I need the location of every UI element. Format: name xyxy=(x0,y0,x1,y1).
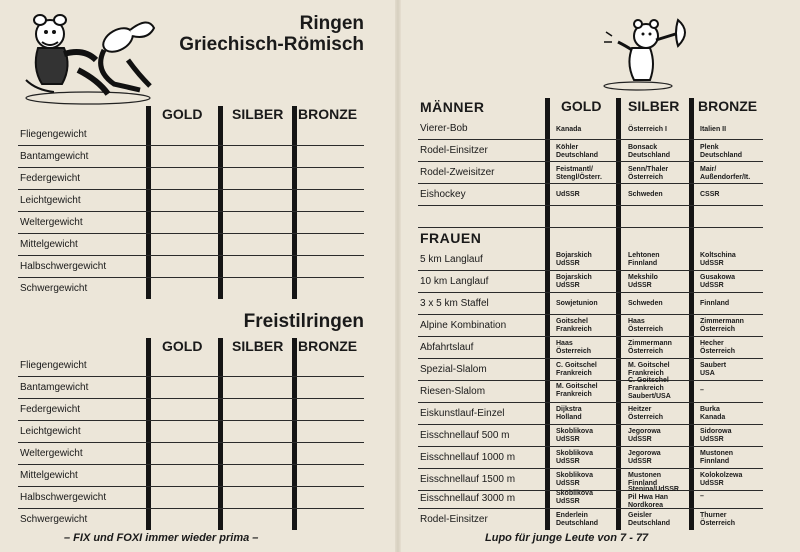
table-row xyxy=(418,205,763,228)
wrestling-gr-title-line1: Ringen xyxy=(299,13,364,34)
gold-column-header: GOLD xyxy=(162,338,203,354)
gold-winner: Skoblikova UdSSR xyxy=(556,472,593,487)
gold-winner: Skoblikova UdSSR xyxy=(556,490,593,505)
table-row xyxy=(418,117,763,140)
weight-class-label: Bantamgewicht xyxy=(20,151,89,162)
wrestling-gr-title xyxy=(150,13,364,55)
event-label: Vierer-Bob xyxy=(420,123,468,134)
gold-winner: Dijkstra Holland xyxy=(556,406,582,421)
silver-winner: C. Goitschel Frankreich Saubert/USA xyxy=(628,377,671,400)
silver-winner: Österreich I xyxy=(628,126,667,133)
silver-column-header: SILBER xyxy=(628,98,680,114)
bronze-winner: Hecher Österreich xyxy=(700,340,736,355)
event-label: Abfahrtslauf xyxy=(420,342,474,353)
table-row xyxy=(418,486,763,509)
weight-class-label: Federgewicht xyxy=(20,173,81,184)
bronze-winner: Kolokolzewa UdSSR xyxy=(700,472,743,487)
bronze-winner: Gusakowa UdSSR xyxy=(700,274,736,289)
event-label: Eisschnellauf 1000 m xyxy=(420,452,516,463)
event-label: Eisschnellauf 1500 m xyxy=(420,474,516,485)
silver-winner: Zimmermann Österreich xyxy=(628,340,672,355)
bronze-column-header: BRONZE xyxy=(298,338,358,354)
table-row xyxy=(418,377,763,403)
weight-class-label: Bantamgewicht xyxy=(20,382,89,393)
right-footer-slogan: Lupo für junge Leute von 7 - 77 xyxy=(485,532,649,544)
weight-class-label: Mittelgewicht xyxy=(20,470,78,481)
bronze-winner: Plenk Deutschland xyxy=(700,144,743,159)
bronze-winner: Burka Kanada xyxy=(700,406,726,421)
bronze-winner: Mustonen Finnland xyxy=(700,450,734,465)
gold-winner: M. Goitschel Frankreich xyxy=(556,383,598,398)
men-section-title: MÄNNER xyxy=(420,99,485,115)
table-row xyxy=(418,292,763,315)
table-row xyxy=(418,424,763,447)
weight-class-label: Weltergewicht xyxy=(20,217,83,228)
silver-winner: Mekshilo UdSSR xyxy=(628,274,658,289)
table-row xyxy=(18,145,364,168)
gold-winner: C. Goitschel Frankreich xyxy=(556,362,597,377)
table-row xyxy=(418,161,763,184)
weight-class-label: Schwergewicht xyxy=(20,514,88,525)
silver-winner: Heitzer Österreich xyxy=(628,406,664,421)
table-row xyxy=(18,398,364,421)
event-label: Eisschnellauf 3000 m xyxy=(420,493,516,504)
bronze-winner: Mair/ Außendorfer/It. xyxy=(700,166,751,181)
bronze-winner: Saubert USA xyxy=(700,362,727,377)
weight-class-label: Fliegengewicht xyxy=(20,360,87,371)
event-label: Rodel-Einsitzer xyxy=(420,514,488,525)
gold-winner: Skoblikova UdSSR xyxy=(556,428,593,443)
bronze-column-header: BRONZE xyxy=(298,106,358,122)
event-label: Spezial-Slalom xyxy=(420,364,487,375)
wrestling-gr-title-line2: Griechisch-Römisch xyxy=(179,34,364,55)
event-label: 3 x 5 km Staffel xyxy=(420,298,489,309)
table-row xyxy=(18,255,364,278)
bronze-winner: CSSR xyxy=(700,191,720,198)
silver-winner: Senn/Thaler Österreich xyxy=(628,166,669,181)
gold-column-header: GOLD xyxy=(162,106,203,122)
table-row xyxy=(418,248,763,271)
gold-winner: Enderlein Deutschland xyxy=(556,512,599,527)
weight-class-label: Schwergewicht xyxy=(20,283,88,294)
silver-winner: Lehtonen Finnland xyxy=(628,252,660,267)
left-footer-slogan: – FIX und FOXI immer wieder prima – xyxy=(64,532,259,544)
bronze-winner: Koltschina UdSSR xyxy=(700,252,736,267)
weight-class-label: Leichtgewicht xyxy=(20,195,81,206)
weight-class-label: Mittelgewicht xyxy=(20,239,78,250)
gold-winner: Goitschel Frankreich xyxy=(556,318,592,333)
table-row xyxy=(18,508,364,530)
silver-winner: Bonsack Deutschland xyxy=(628,144,671,159)
table-row xyxy=(418,336,763,359)
table-row xyxy=(418,270,763,293)
gold-winner: Feistmantl/ Stengl/Österr. xyxy=(556,166,602,181)
silver-winner: Jegorowa UdSSR xyxy=(628,428,661,443)
table-row xyxy=(18,354,364,377)
gold-winner: Haas Österreich xyxy=(556,340,592,355)
silver-column-header: SILBER xyxy=(232,338,284,354)
table-row xyxy=(18,123,364,146)
table-row xyxy=(418,139,763,162)
table-row xyxy=(18,486,364,509)
silver-winner: Schweden xyxy=(628,191,663,198)
silver-winner: Haas Österreich xyxy=(628,318,664,333)
silver-winner: Schweden xyxy=(628,300,663,307)
gold-winner: Skoblikova UdSSR xyxy=(556,450,593,465)
women-section-title: FRAUEN xyxy=(420,230,482,246)
trumpet-bear-cartoon-illustration xyxy=(598,12,698,92)
silver-winner: Stenina/UdSSR Pil Hwa Han Nordkorea xyxy=(628,486,679,509)
bronze-winner: Sidorowa UdSSR xyxy=(700,428,732,443)
bronze-winner: – xyxy=(700,493,704,500)
gold-column-header: GOLD xyxy=(561,98,602,114)
gold-winner: UdSSR xyxy=(556,191,580,198)
bronze-winner: Finnland xyxy=(700,300,730,307)
event-label: Eiskunstlauf-Einzel xyxy=(420,408,505,419)
gold-winner: Bojarskich UdSSR xyxy=(556,274,592,289)
gold-winner: Köhler Deutschland xyxy=(556,144,599,159)
event-label: Riesen-Slalom xyxy=(420,386,486,397)
table-row xyxy=(18,464,364,487)
event-label: Eisschnellauf 500 m xyxy=(420,430,510,441)
event-label: Rodel-Zweisitzer xyxy=(420,167,495,178)
bronze-winner: Italien II xyxy=(700,126,727,133)
event-label: Rodel-Einsitzer xyxy=(420,145,488,156)
event-label: 10 km Langlauf xyxy=(420,276,489,287)
table-row xyxy=(18,376,364,399)
weight-class-label: Halbschwergewicht xyxy=(20,261,107,272)
silver-winner: Mustonen Finnland xyxy=(628,472,662,487)
bronze-winner: – xyxy=(700,387,704,394)
silver-winner: M. Goitschel Frankreich xyxy=(628,362,670,377)
table-row xyxy=(418,446,763,469)
event-label: 5 km Langlauf xyxy=(420,254,483,265)
table-row xyxy=(18,277,364,299)
table-row xyxy=(418,183,763,206)
gold-winner: Bojarskich UdSSR xyxy=(556,252,592,267)
table-row xyxy=(18,189,364,212)
table-row xyxy=(18,167,364,190)
table-row xyxy=(418,358,763,381)
table-row xyxy=(418,402,763,425)
gold-winner: Sowjetunion xyxy=(556,300,598,307)
table-row xyxy=(18,420,364,443)
silver-column-header: SILBER xyxy=(232,106,284,122)
table-row xyxy=(18,233,364,256)
weight-class-label: Weltergewicht xyxy=(20,448,83,459)
page-fold xyxy=(395,0,401,552)
wrestling-cartoon-illustration xyxy=(18,10,160,106)
weight-class-label: Leichtgewicht xyxy=(20,426,81,437)
table-row xyxy=(18,442,364,465)
gold-winner: Kanada xyxy=(556,126,582,133)
silver-winner: Geisler Deutschland xyxy=(628,512,671,527)
bronze-column-header: BRONZE xyxy=(698,98,758,114)
weight-class-label: Halbschwergewicht xyxy=(20,492,107,503)
event-label: Eishockey xyxy=(420,189,466,200)
table-row xyxy=(18,211,364,234)
bronze-winner: Thurner Österreich xyxy=(700,512,736,527)
event-label: Alpine Kombination xyxy=(420,320,507,331)
freestyle-title: Freistilringen xyxy=(243,311,364,332)
table-row xyxy=(418,508,763,530)
weight-class-label: Federgewicht xyxy=(20,404,81,415)
table-row xyxy=(418,314,763,337)
silver-winner: Jegorowa UdSSR xyxy=(628,450,661,465)
weight-class-label: Fliegengewicht xyxy=(20,129,87,140)
bronze-winner: Zimmermann Österreich xyxy=(700,318,744,333)
